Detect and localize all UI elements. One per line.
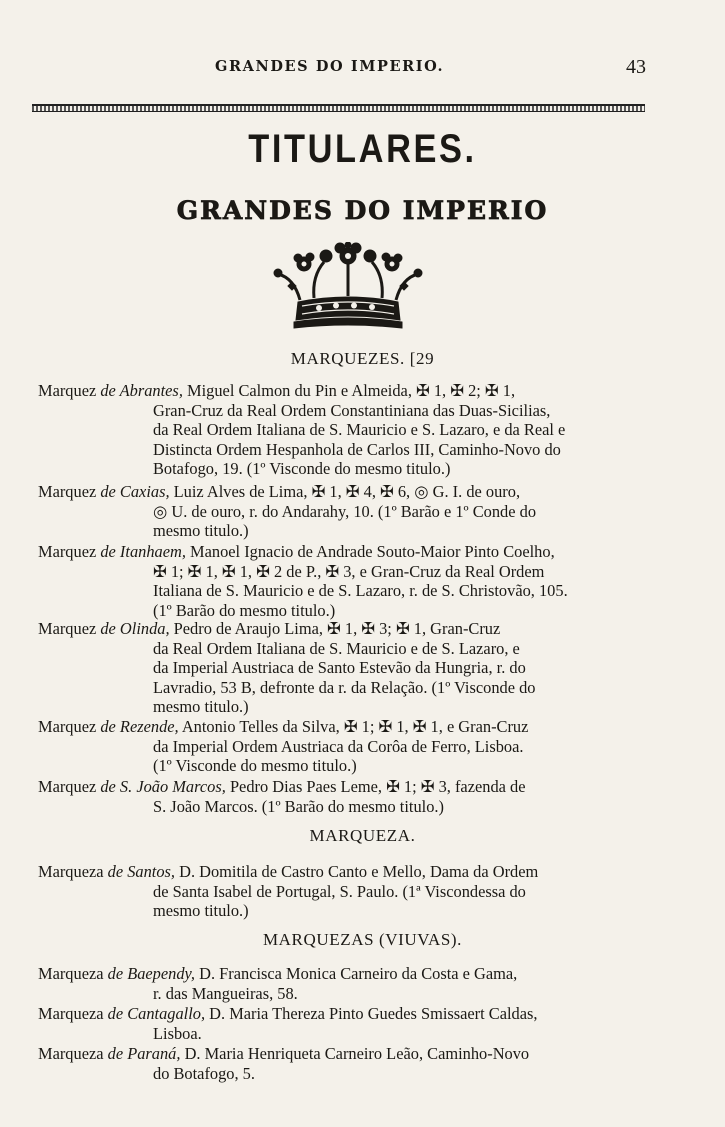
running-title: GRANDES DO IMPERIO.: [215, 58, 445, 75]
heading-marquezas-viuvas: MARQUEZAS (VIUVAS).: [262, 930, 463, 949]
section-subtitle: GRANDES DO IMPERIO: [176, 196, 549, 225]
heading-marqueza: MARQUEZA.: [309, 826, 416, 845]
entry-marqueza-cantagallo: Marqueza de Cantagallo, D. Maria Thereza Pinto Guedes Smissaert Caldas, Lisboa.: [38, 1004, 538, 1043]
entry-marquez-caxias: Marquez de Caxias, Luiz Alves de Lima, ✠ 1, ✠ 4, ✠ 6, ◎ G. I. de ouro, ◎ U. de ouro, r. do Andarahy, 10. (1º Barão e 1º Conde do mesmo titulo.): [38, 482, 537, 541]
page-title: TITULARES.: [248, 127, 477, 171]
entry-marquez-abrantes: Marquez de Abrantes, Miguel Calmon du Pin e Almeida, ✠ 1, ✠ 2; ✠ 1, Gran-Cruz da Real Ordem Constantiniana das Duas-Sicilias, da Real Ordem Italiana de S. Mauricio e S. Lazaro, e da Real e Distincta Ordem Hespanhola de Carlos III, Caminho-Novo do Botafogo, 19. (1º Visconde do mesmo titulo.): [38, 381, 566, 479]
entry-marqueza-santos: Marqueza de Santos, D. Domitila de Castro Canto e Mello, Dama da Ordem de Santa Isabel de Portugal, S. Paulo. (1ª Viscondessa do mesmo titulo.): [38, 862, 539, 921]
entry-marquez-rezende: Marquez de Rezende, Antonio Telles da Silva, ✠ 1; ✠ 1, ✠ 1, e Gran-Cruz da Imperial Ordem Austriaca da Corôa de Ferro, Lisboa. (1º Visconde do mesmo titulo.): [38, 717, 529, 776]
header-rule: [32, 104, 645, 112]
heading-marquezes: MARQUEZES. [29: [290, 349, 435, 368]
entry-marqueza-parana: Marqueza de Paraná, D. Maria Henriqueta Carneiro Leão, Caminho-Novo do Botafogo, 5.: [38, 1044, 530, 1083]
entry-marquez-olinda: Marquez de Olinda, Pedro de Araujo Lima, ✠ 1, ✠ 3; ✠ 1, Gran-Cruz da Real Ordem Italiana de S. Mauricio e de S. Lazaro, e da Imperial Austriaca de Santo Estevão da Hungria, r. do Lavradio, 53 B, defronte da r. da Relação. (1º Visconde do mesmo titulo.): [38, 619, 536, 717]
page-number: 43: [626, 56, 646, 78]
entry-marqueza-baependy: Marqueza de Baependy, D. Francisca Monica Carneiro da Costa e Gama, r. das Mangueiras, 58.: [38, 964, 518, 1003]
entry-marquez-itanhaem: Marquez de Itanhaem, Manoel Ignacio de Andrade Souto-Maior Pinto Coelho, ✠ 1; ✠ 1, ✠ 1, ✠ 2 de P., ✠ 3, e Gran-Cruz da Real Ordem Italiana de S. Mauricio e de S. Lazaro, r. de S. Christovão, 105. (1º Barão do mesmo titulo.): [38, 542, 568, 620]
entry-marquez-sao-joao-marcos: Marquez de S. João Marcos, Pedro Dias Paes Leme, ✠ 1; ✠ 3, fazenda de S. João Marcos. (1º Barão do mesmo titulo.): [38, 777, 526, 816]
page-header: [0, 56, 725, 80]
crown-icon: [264, 242, 432, 330]
